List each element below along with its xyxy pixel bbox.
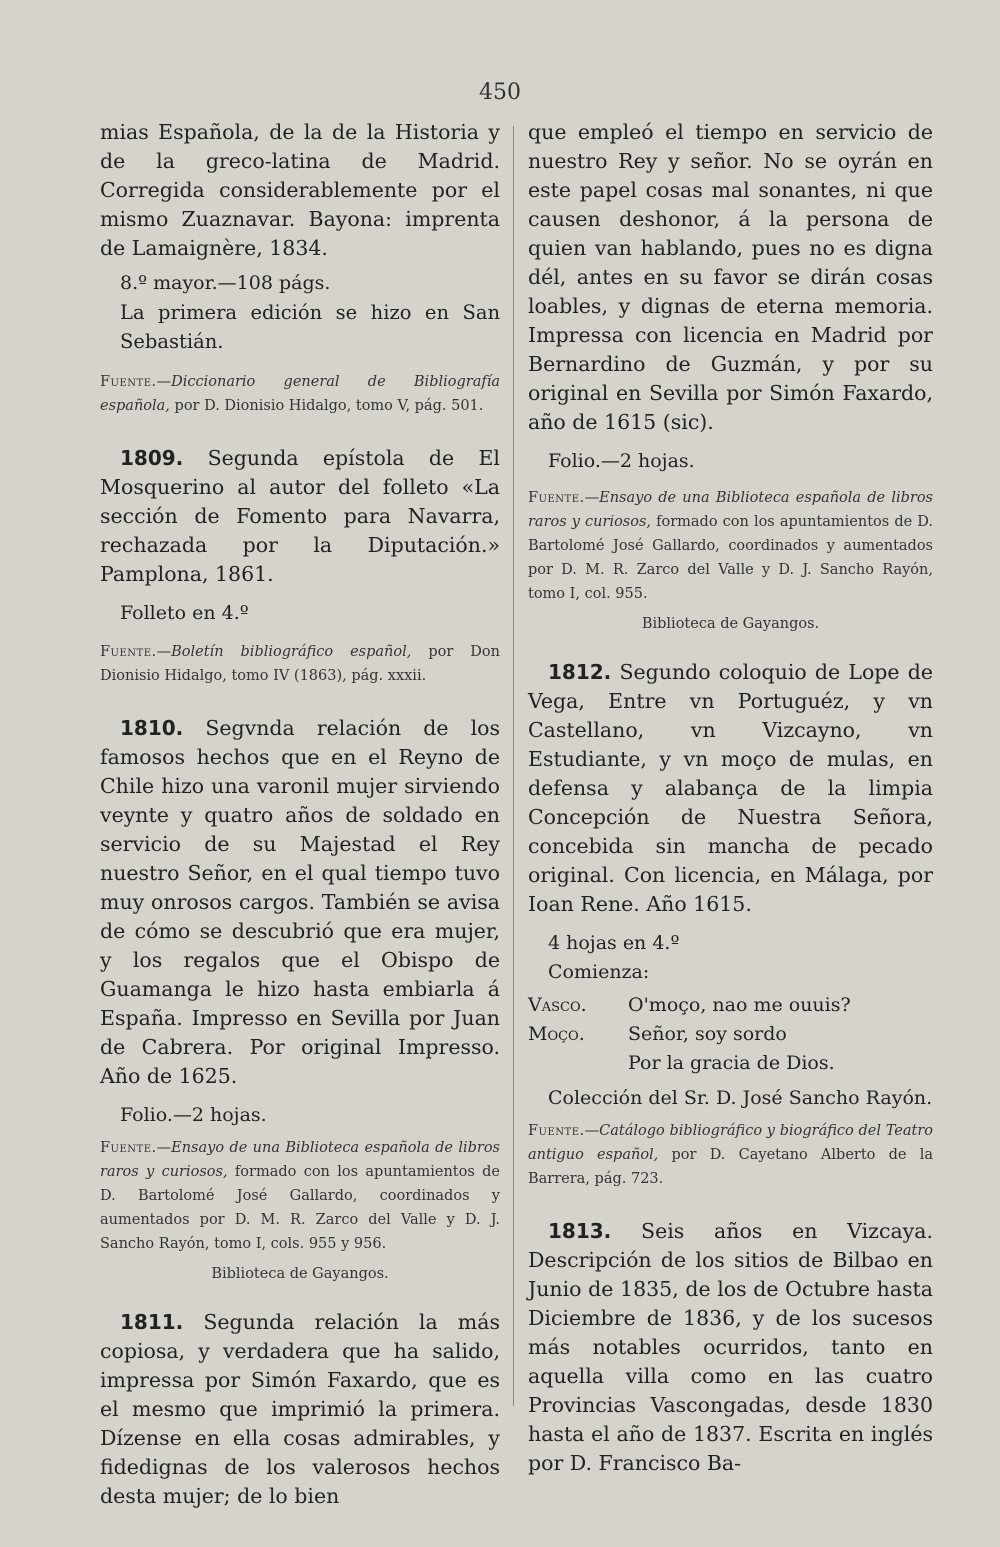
entry-text: Segvnda relación de los famosos hechos que en el Reyno de Chile hizo una varonil mujer sirviendo veynte y quatro años de soldado en servicio de su Majestad el Rey nuestro Señor, en el qual tiempo tuvo muy onrosos cargos. También se avisa de cómo se descubrió que era mujer, y los regalos que el Obispo de Guamanga le hizo hasta embiarla á España. Impresso en Sevilla por Juan de Cabrera. Por original Impresso. Año de 1625.: [100, 716, 500, 1088]
library-location: Biblioteca de Gayangos.: [211, 1266, 389, 1282]
right-column: [528, 118, 933, 1478]
source-citation: Fuente.—Ensayo de una Biblioteca española de libros raros y curiosos, formado con los apuntamientos de D. Bartolomé José Gallardo, coordinados y aumentados por D. M. R. Zarco del Valle y D. J. Sancho Rayón, tomo I, cols. 955 y 956.: [100, 1140, 500, 1252]
entry-number: 1811.: [120, 1310, 184, 1334]
dialog-quote: [528, 991, 933, 1078]
entry-1810: [100, 714, 500, 1282]
entry-text: Segunda relación la más copiosa, y verdadera que ha salido, impressa por Simón Faxardo, que es el mesmo que imprimió la primera. Dízense en ella cosas admirables, y fidedignas de los valerosos hechos desta mujer; de lo bien: [100, 1310, 500, 1508]
source-details: formado con los apuntamientos de D. Bartolomé José Gallardo, coordinados y aumentados por D. M. R. Zarco del Valle y D. J. Sancho Rayón, tomo I, col. 955.: [528, 514, 933, 602]
format-note: 8.º mayor.—108 págs.: [120, 272, 331, 294]
source-label: Fuente.: [528, 1123, 585, 1139]
entry-text: Segunda epístola de El Mosquerino al autor del folleto «La sección de Fomento para Navarra, rechazada por la Diputación.» Pamplona, 1861.: [100, 446, 500, 586]
source-citation: Fuente.—Ensayo de una Biblioteca española de libros raros y curiosos, formado con los apuntamientos de D. Bartolomé José Gallardo, coordinados y aumentados por D. M. R. Zarco del Valle y D. J. Sancho Rayón, tomo I, col. 955.: [528, 490, 933, 602]
source-details: por D. Cayetano Alberto de la Barrera, pág. 723.: [528, 1147, 933, 1187]
dialog-line: O'moço, nao me ouuis?: [628, 994, 851, 1016]
source-title: Boletín bibliográfico español,: [171, 644, 412, 660]
speaker-name: Moço.: [528, 1023, 585, 1045]
source-title: Ensayo de una Biblioteca española de libros raros y curiosos,: [528, 490, 933, 530]
source-details: formado con los apuntamientos de D. Bartolomé José Gallardo, coordinados y aumentados por D. M. R. Zarco del Valle y D. J. Sancho Rayón, tomo I, cols. 955 y 956.: [100, 1164, 500, 1252]
entry-number: 1812.: [548, 660, 612, 684]
entry-number: 1810.: [120, 716, 184, 740]
edition-note: La primera edición se hizo en San Sebastián.: [120, 301, 500, 353]
source-citation: Fuente.—Boletín bibliográfico español, por Don Dionisio Hidalgo, tomo IV (1863), pág. xxxii.: [100, 644, 500, 684]
incipit-label: Comienza:: [548, 961, 650, 983]
format-note: Folleto en 4.º: [120, 602, 249, 624]
entry-1813: [528, 1217, 933, 1478]
source-label: Fuente.: [528, 490, 585, 506]
continued-entry-text: mias Española, de la de la Historia y de la greco-latina de Madrid. Corregida considerablemente por el mismo Zuaznavar. Bayona: imprenta de Lamaignère, 1834.: [100, 120, 500, 260]
format-note: 4 hojas en 4.º: [548, 932, 680, 954]
format-note: Folio.—2 hojas.: [548, 450, 695, 472]
format-note: Folio.—2 hojas.: [120, 1104, 267, 1126]
entry-1809: [100, 444, 500, 688]
source-title: Catálogo bibliográfico y biográfico del Teatro antiguo español,: [528, 1123, 933, 1163]
library-location: Biblioteca de Gayangos.: [641, 616, 820, 632]
source-title: Ensayo de una Biblioteca española de libros raros y curiosos,: [100, 1140, 500, 1180]
source-label: Fuente.: [100, 644, 157, 660]
entry-text: Seis años en Vizcaya. Descripción de los sitios de Bilbao en Junio de 1835, de los de Octubre hasta Diciembre de 1836, y de los sucesos más notables ocurridos, tanto en aquella villa como en las cuatro Provincias Vascongadas, desde 1830 hasta el año de 1837. Escrita en inglés por D. Francisco Ba-: [528, 1219, 933, 1475]
entry-text: Segundo coloquio de Lope de Vega, Entre vn Portuguéz, y vn Castellano, vn Vizcayno, vn Estudiante, y vn moço de mulas, en defensa y alabança de la limpia Concepción de Nuestra Señora, concebida sin mancha de pecado original. Con licencia, en Málaga, por Ioan Rene. Año 1615.: [528, 660, 933, 916]
page-number: 450: [479, 80, 521, 105]
entry-number: 1813.: [548, 1219, 612, 1243]
dialog-line: Señor, soy sordo: [628, 1023, 787, 1045]
entry-1812: [528, 658, 933, 1191]
source-citation: Fuente.—Catálogo bibliográfico y biográfico del Teatro antiguo español, por D. Cayetano Alberto de la Barrera, pág. 723.: [528, 1123, 933, 1187]
entry-1811: [100, 1308, 500, 1511]
continued-entry-text: que empleó el tiempo en servicio de nuestro Rey y señor. No se oyrán en este papel cosas mal sonantes, ni que causen deshonor, á la persona de quien van hablando, pues no es digna dél, antes en su favor se dirán cosas loables, y dignas de eterna memoria. Impressa con licencia en Madrid por Bernardino de Guzmán, y por su original en Sevilla por Simón Faxardo, año de 1615 (sic).: [528, 120, 933, 434]
source-label: Fuente.: [100, 374, 157, 390]
left-column: [100, 118, 500, 1511]
source-details: por Don Dionisio Hidalgo, tomo IV (1863), pág. xxxii.: [100, 644, 500, 684]
speaker-name: Vasco.: [528, 994, 587, 1016]
collection-note: Colección del Sr. D. José Sancho Rayón.: [548, 1087, 933, 1109]
entry-number: 1809.: [120, 446, 184, 470]
source-title: Diccionario general de Bibliografía española,: [100, 374, 500, 414]
dialog-line: Por la gracia de Dios.: [628, 1052, 835, 1074]
source-details: por D. Dionisio Hidalgo, tomo V, pág. 501.: [169, 398, 484, 414]
source-label: Fuente.: [100, 1140, 157, 1156]
column-divider: [513, 126, 514, 1406]
source-citation: Fuente.—Diccionario general de Bibliografía española, por D. Dionisio Hidalgo, tomo V, pág. 501.: [100, 374, 500, 414]
